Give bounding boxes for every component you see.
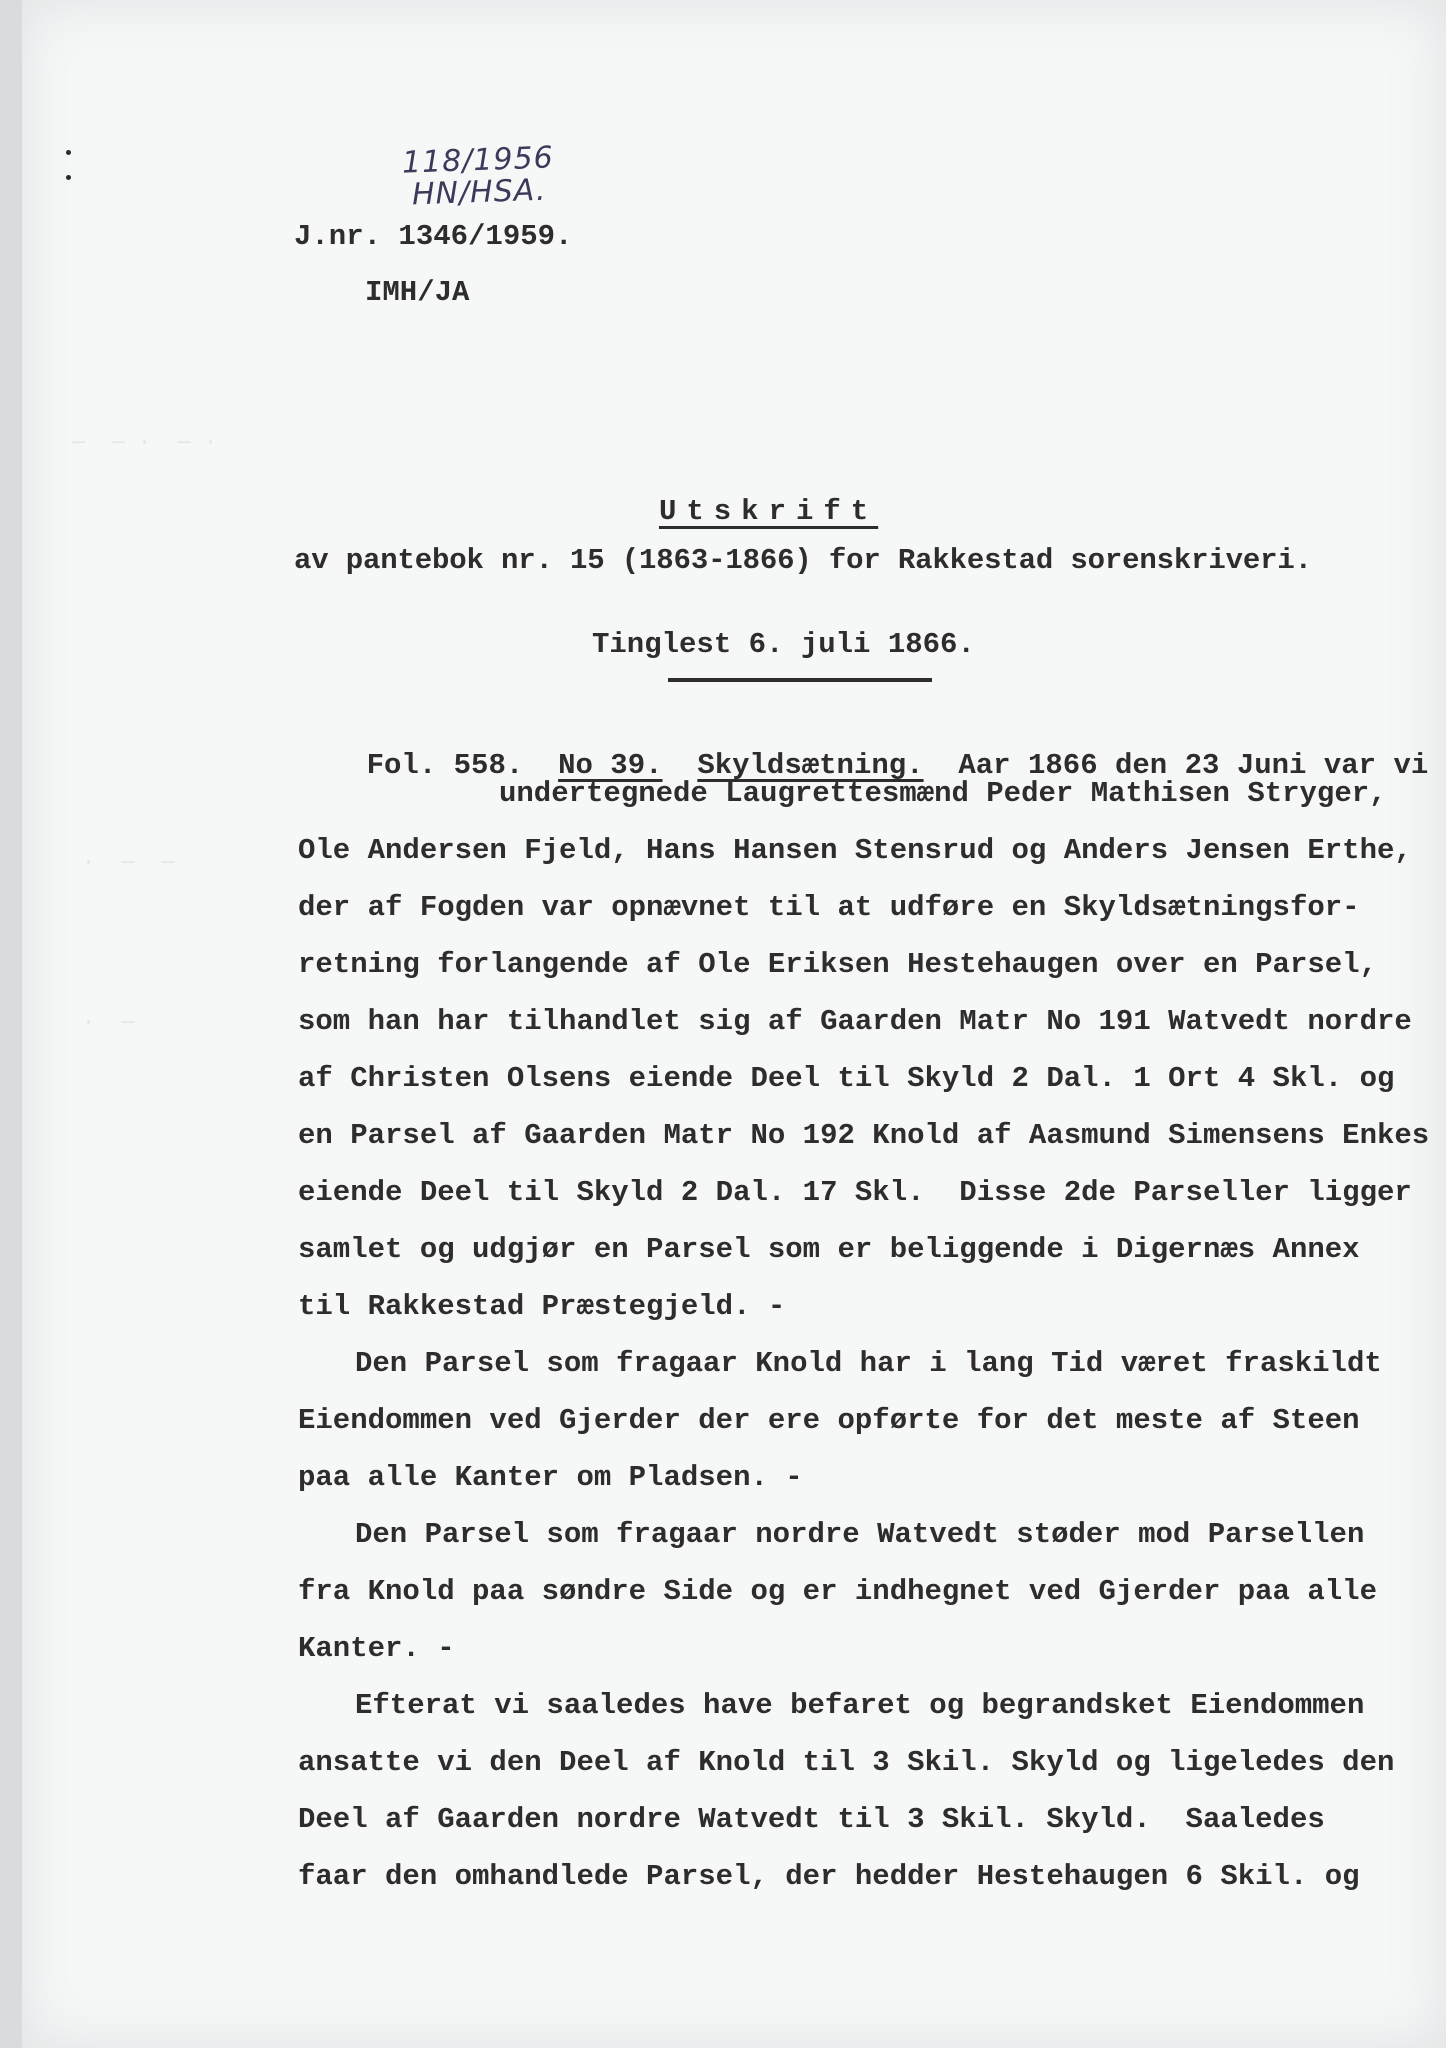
author-initials: IMH/JA (365, 276, 470, 309)
journal-number: J.nr. 1346/1959. (294, 220, 573, 253)
handwritten-reference: 118/1956 (401, 140, 555, 181)
document-page (22, 0, 1446, 2048)
folio-number: Fol. 558. (366, 749, 524, 782)
entry-first-line-text: Aar 1866 den 23 Juni var vi (958, 749, 1429, 782)
body-line: Ole Andersen Fjeld, Hans Hansen Stensrud og Anders Jensen Erthe, (298, 834, 1412, 867)
separator-rule (668, 678, 932, 682)
body-line: til Rakkestad Præstegjeld. - (298, 1290, 786, 1323)
body-line: af Christen Olsens eiende Deel til Skyld 2 Dal. 1 Ort 4 Skl. og (298, 1062, 1395, 1095)
body-line: en Parsel af Gaarden Matr No 192 Knold af Aasmund Simensens Enkes (298, 1119, 1430, 1152)
body-line: som han har tilhandlet sig af Gaarden Matr No 191 Watvedt nordre (298, 1005, 1412, 1038)
body-line: undertegnede Laugrettesmænd Peder Mathisen Stryger, (499, 777, 1387, 810)
body-line: paa alle Kanter om Pladsen. - (298, 1461, 803, 1494)
body-line: Eiendommen ved Gjerder der ere opførte for det meste af Steen (298, 1404, 1360, 1437)
body-line: Den Parsel som fragaar Knold har i lang Tid været fraskildt (355, 1347, 1382, 1380)
bleed-through: — — · — · (72, 430, 218, 455)
body-line: ansatte vi den Deel af Knold til 3 Skil. Skyld og ligeledes den (298, 1746, 1395, 1779)
body-line: Den Parsel som fragaar nordre Watvedt støder mod Parsellen (355, 1518, 1365, 1551)
bleed-through: · — — (82, 850, 175, 875)
punch-hole-mark (66, 175, 71, 180)
body-line: eiende Deel til Skyld 2 Dal. 17 Skl. Disse 2de Parseller ligger (298, 1176, 1412, 1209)
body-line: der af Fogden var opnævnet til at udføre en Skyldsætningsfor- (298, 891, 1360, 924)
body-line: fra Knold paa søndre Side og er indhegnet ved Gjerder paa alle (298, 1575, 1377, 1608)
entry-heading: Skyldsætning. (697, 749, 924, 782)
title-line (22, 468, 1446, 555)
body-line: Kanter. - (298, 1632, 455, 1665)
registration-date: Tinglest 6. juli 1866. (592, 628, 975, 661)
body-line: faar den omhandlede Parsel, der hedder Hestehaugen 6 Skil. og (298, 1860, 1360, 1893)
handwritten-initials: HN/HSA. (411, 172, 547, 213)
entry-number: No 39. (558, 749, 663, 782)
body-line: samlet og udgjør en Parsel som er beliggende i Digernæs Annex (298, 1233, 1360, 1266)
bleed-through: · — (82, 1010, 135, 1035)
body-line: Efterat vi saaledes have befaret og begrandsket Eiendommen (355, 1689, 1365, 1722)
document-title: Utskrift (658, 495, 879, 528)
punch-hole-mark (66, 150, 71, 155)
document-subtitle: av pantebok nr. 15 (1863-1866) for Rakkestad sorenskriveri. (294, 544, 1312, 577)
body-line: Deel af Gaarden nordre Watvedt til 3 Skil. Skyld. Saaledes (298, 1803, 1325, 1836)
body-line: retning forlangende af Ole Eriksen Hestehaugen over en Parsel, (298, 948, 1377, 981)
